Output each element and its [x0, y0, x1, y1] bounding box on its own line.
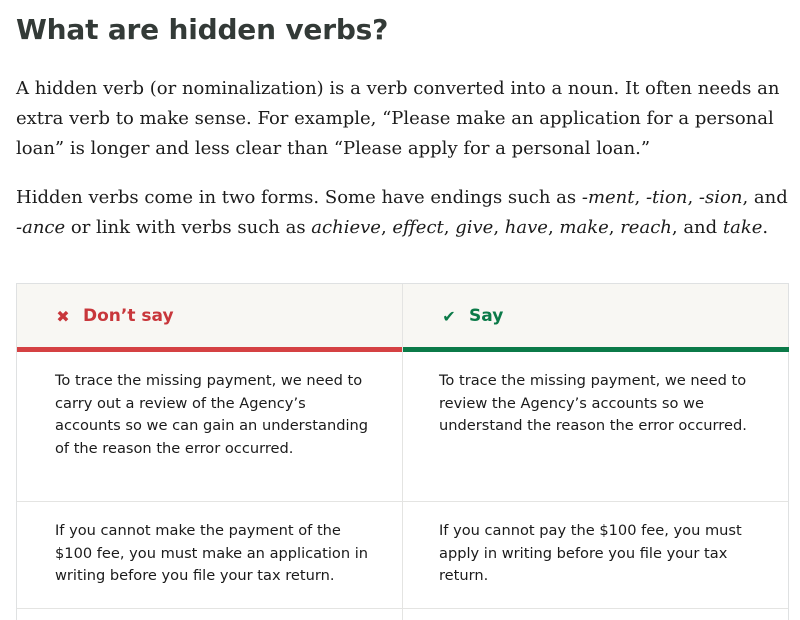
close-icon: ✖: [56, 306, 70, 326]
separator: ,: [547, 217, 560, 238]
separator: ,: [443, 217, 456, 238]
page-title: What are hidden verbs?: [16, 13, 389, 46]
separator: ,: [634, 187, 646, 208]
separator: .: [762, 217, 769, 238]
dont-say-example: To trace the missing payment, we need to carry out a review of the Agency’s accounts so we can gain an understanding of the reason the error occurred.: [55, 372, 369, 457]
check-icon: ✔: [442, 306, 456, 326]
ending-ment: -ment: [581, 187, 635, 208]
comparison-table: [16, 283, 789, 620]
verb-effect: effect: [392, 217, 444, 238]
verb-achieve: achieve: [311, 217, 381, 238]
dont-say-example: If you cannot make the payment of the $100 fee, you must make an application in writing before you file your tax return.: [55, 522, 369, 585]
verb-have: have: [504, 217, 548, 238]
separator: , and: [671, 217, 723, 238]
dont-say-header: [55, 304, 174, 328]
separator: ,: [687, 187, 699, 208]
say-example: If you cannot pay the $100 fee, you must apply in writing before you file your tax return.: [439, 522, 742, 585]
separator: ,: [608, 217, 621, 238]
say-header: [441, 304, 503, 328]
separator: ,: [493, 217, 505, 238]
column-divider: [402, 284, 403, 620]
intro-paragraph: A hidden verb (or nominalization) is a verb converted into a noun. It often needs an extra verb to make sense. For example, “Please make an application for a personal loan” is longer and less clear than “Please apply for a personal loan.”: [16, 78, 780, 159]
forms-paragraph: [16, 183, 788, 243]
verb-take: take: [722, 217, 763, 238]
ending-ance: -ance: [16, 217, 66, 238]
dont-say-label: Don’t say: [83, 306, 174, 326]
say-label: Say: [469, 306, 504, 326]
verb-make: make: [559, 217, 609, 238]
verb-reach: reach: [620, 217, 672, 238]
ending-tion: -tion: [645, 187, 688, 208]
say-example: To trace the missing payment, we need to review the Agency’s accounts so we understand the reason the error occurred.: [439, 372, 747, 435]
forms-text: Hidden verbs come in two forms. Some have endings such as: [16, 187, 582, 208]
verb-give: give: [455, 217, 494, 238]
forms-text: or link with verbs such as: [65, 217, 312, 238]
separator: ,: [380, 217, 393, 238]
separator: , and: [742, 187, 788, 208]
ending-sion: -sion: [698, 187, 743, 208]
